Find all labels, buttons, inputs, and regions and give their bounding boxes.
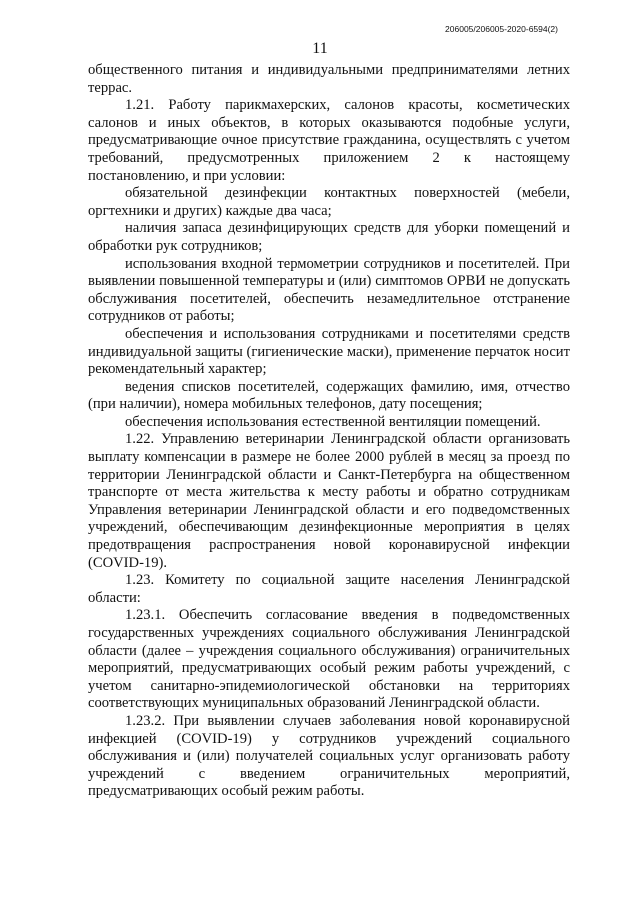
condition-disinfectant-supply: наличия запаса дезинфицирующих средств для уборки помещений и обработки рук сотрудников; — [88, 220, 570, 254]
paragraph-1-23-1: 1.23.1. Обеспечить согласование введения в подведомственных государственных учреждениях социального обслуживания Ленинградской области (далее – учреждения социального обслуживания) ограничительных мероприятий, предусматривающих особый режим работы учреждений, с учетом санитарно-эпидемиологической обстановки на территориях соответствующих муниципальных образований Ленинградской области. — [88, 607, 570, 712]
condition-visitor-lists: ведения списков посетителей, содержащих фамилию, имя, отчество (при наличии), номера мобильных телефонов, дату посещения; — [88, 378, 570, 413]
paragraph-1-22: 1.22. Управлению ветеринарии Ленинградской области организовать выплату компенсации в размере не более 2000 рублей в месяц за проезд по территории Ленинградской области и Санкт-Петербурга на общественном транспорте от места жительства к месту работы и обратно сотрудникам Управления ветеринарии Ленинградской области и его подведомственных учреждений, обеспечивающим дезинфекционные мероприятия в целях предотвращения распространения новой коронавирусной инфекции (COVID-19). — [88, 431, 570, 571]
condition-thermometry: использования входной термометрии сотрудников и посетителей. При выявлении повышенной температуры и (или) симптомов ОРВИ не допускать обслуживания посетителей, обеспечить незамедлительное отстранение сотрудников от работы; — [88, 255, 570, 325]
condition-disinfection: обязательной дезинфекции контактных поверхностей (мебели, оргтехники и других) каждые два часа; — [88, 185, 570, 219]
document-id: 206005/206005-2020-6594(2) — [445, 24, 558, 34]
page-number: 11 — [312, 40, 328, 57]
paragraph-continuation: общественного питания и индивидуальными предпринимателями летних террас. — [88, 62, 570, 96]
condition-ventilation: обеспечения использования естественной вентиляции помещений. — [125, 413, 541, 430]
condition-ppe: обеспечения и использования сотрудниками и посетителями средств индивидуальной защиты (гигиенические маски), применение перчаток носит рекомендательный характер; — [88, 325, 570, 378]
paragraph-1-21: 1.21. Работу парикмахерских, салонов красоты, косметических салонов и иных объектов, в которых оказываются подобные услуги, предусматривающие очное присутствие гражданина, осуществлять с учетом требований, предусмотренных приложением 2 к настоящему постановлению, и при условии: — [88, 97, 570, 184]
paragraph-1-23: 1.23. Комитету по социальной защите населения Ленинградской области: — [88, 572, 570, 606]
document-body — [88, 62, 570, 801]
paragraph-1-23-2: 1.23.2. При выявлении случаев заболевания новой коронавирусной инфекцией (COVID-19) у сотрудников учреждений социального обслуживания и (или) получателей социальных услуг организовать работу учреждений с введением ограничительных мероприятий, предусматривающих особый режим работы. — [88, 712, 570, 800]
